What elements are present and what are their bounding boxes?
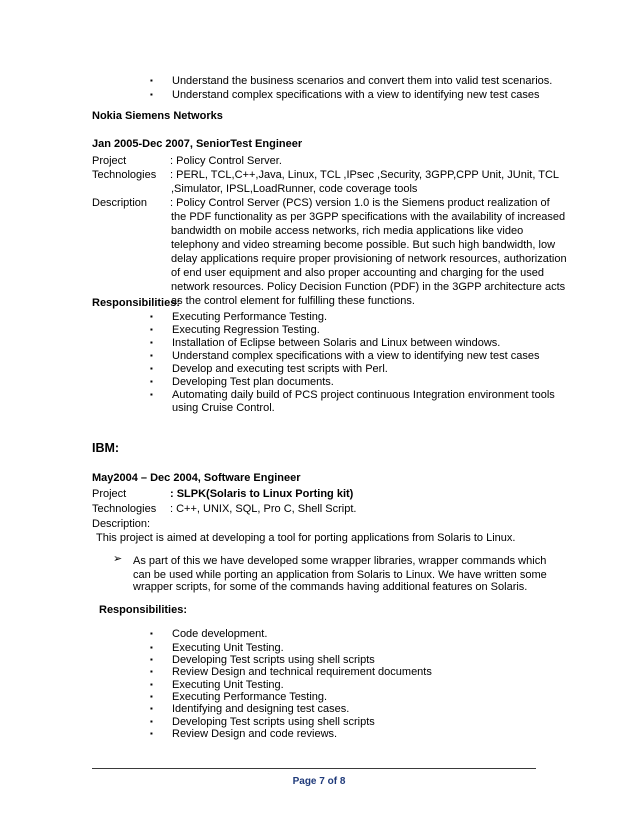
- page-of: of: [324, 776, 340, 787]
- bullet-icon: ▪: [150, 338, 153, 347]
- bullet-icon: ▪: [150, 704, 153, 713]
- description-line: telephony and video streaming become possible. But such high bandwidth, low: [171, 239, 556, 251]
- bullet-text: Executing Regression Testing.: [172, 324, 320, 336]
- bullet-icon: ▪: [150, 390, 153, 399]
- description-text: This project is aimed at developing a tool for porting applications from Solaris to Linux.: [96, 532, 516, 544]
- project-value: : SLPK(Solaris to Linux Porting kit): [170, 488, 354, 500]
- arrow-item-line: As part of this we have developed some wrapper libraries, wrapper commands which: [133, 555, 547, 567]
- bullet-text: Review Design and technical requirement documents: [172, 666, 432, 678]
- bullet-icon: ▪: [150, 351, 153, 360]
- bullet-icon: ▪: [150, 377, 153, 386]
- page-total: 8: [339, 776, 346, 787]
- page-number: 7: [319, 776, 325, 787]
- technologies-value: : C++, UNIX, SQL, Pro C, Shell Script.: [170, 503, 357, 515]
- bullet-text: Developing Test scripts using shell scripts: [172, 716, 375, 728]
- section-heading: Responsibilities:: [92, 297, 181, 309]
- job-role: Jan 2005-Dec 2007, SeniorTest Engineer: [92, 138, 303, 150]
- project-label: Project: [92, 155, 127, 167]
- company-name: Nokia Siemens Networks: [92, 110, 223, 122]
- bullet-text: Developing Test scripts using shell scripts: [172, 654, 375, 666]
- description-line: as the control element for fulfilling these functions.: [171, 295, 415, 307]
- description-line: of end user equipment and also proper accounting and charging for the used: [171, 267, 545, 279]
- bullet-icon: ▪: [150, 729, 153, 738]
- bullet-text: Develop and executing test scripts with Perl.: [172, 363, 388, 375]
- technologies-label: Technologies: [92, 169, 157, 181]
- bullet-text: Understand complex specifications with a view to identifying new test cases: [172, 89, 540, 101]
- bullet-text: Automating daily build of PCS project continuous Integration environment tools: [172, 389, 555, 401]
- bullet-text: Installation of Eclipse between Solaris and Linux between windows.: [172, 337, 501, 349]
- bullet-icon: ▪: [150, 312, 153, 321]
- bullet-text: Code development.: [172, 628, 268, 640]
- bullet-text: Executing Unit Testing.: [172, 679, 284, 691]
- arrow-item-line: wrapper scripts, for some of the commands having additional features on Solaris.: [133, 581, 528, 593]
- arrow-item-line: can be used while porting an application from Solaris to Linux. We have written some: [133, 569, 547, 581]
- project-label: Project: [92, 488, 127, 500]
- technologies-label: Technologies: [92, 503, 157, 515]
- bullet-icon: ▪: [150, 90, 153, 99]
- job-role: May2004 – Dec 2004, Software Engineer: [92, 472, 301, 484]
- bullet-icon: ▪: [150, 667, 153, 676]
- bullet-text: Developing Test plan documents.: [172, 376, 334, 388]
- technologies-value-cont: ,Simulator, IPSL,LoadRunner, code coverage tools: [171, 183, 418, 195]
- bullet-icon: ▪: [150, 643, 153, 652]
- page-footer: [0, 776, 638, 787]
- section-heading: Responsibilities:: [99, 604, 188, 616]
- bullet-text: Executing Performance Testing.: [172, 691, 328, 703]
- bullet-icon: ▪: [150, 692, 153, 701]
- bullet-icon: ▪: [150, 655, 153, 664]
- bullet-text: Executing Performance Testing.: [172, 311, 328, 323]
- bullet-icon: ▪: [150, 325, 153, 334]
- bullet-text: Review Design and code reviews.: [172, 728, 338, 740]
- description-label: Description: [92, 197, 148, 209]
- bullet-icon: ▪: [150, 76, 153, 85]
- description-line: the PDF functionality as per 3GPP specifications with the availability of increased: [171, 211, 566, 223]
- technologies-value: : PERL, TCL,C++,Java, Linux, TCL ,IPsec ,Security, 3GPP,CPP Unit, JUnit, TCL: [170, 169, 560, 181]
- project-value: : Policy Control Server.: [170, 155, 282, 167]
- footer-divider: [92, 768, 536, 769]
- bullet-text-cont: using Cruise Control.: [172, 402, 275, 414]
- description-line: network resources. Policy Decision Function (PDF) in the 3GPP architecture acts: [171, 281, 566, 293]
- arrow-bullet-icon: ➢: [113, 553, 123, 565]
- bullet-icon: ▪: [150, 629, 153, 638]
- page-prefix: Page: [292, 776, 320, 787]
- description-line: bandwidth on mobile access networks, rich media applications like video: [171, 225, 524, 237]
- description-line: delay applications require proper provisioning of network resources, authorization: [171, 253, 567, 265]
- bullet-text: Understand the business scenarios and convert them into valid test scenarios.: [172, 75, 553, 87]
- bullet-text: Understand complex specifications with a view to identifying new test cases: [172, 350, 540, 362]
- description-label: Description:: [92, 518, 151, 530]
- bullet-icon: ▪: [150, 717, 153, 726]
- bullet-icon: ▪: [150, 680, 153, 689]
- bullet-text: Executing Unit Testing.: [172, 642, 284, 654]
- company-name: IBM:: [92, 441, 120, 455]
- bullet-text: Identifying and designing test cases.: [172, 703, 350, 715]
- bullet-icon: ▪: [150, 364, 153, 373]
- description-line: : Policy Control Server (PCS) version 1.0 is the Siemens product realization of: [170, 197, 550, 209]
